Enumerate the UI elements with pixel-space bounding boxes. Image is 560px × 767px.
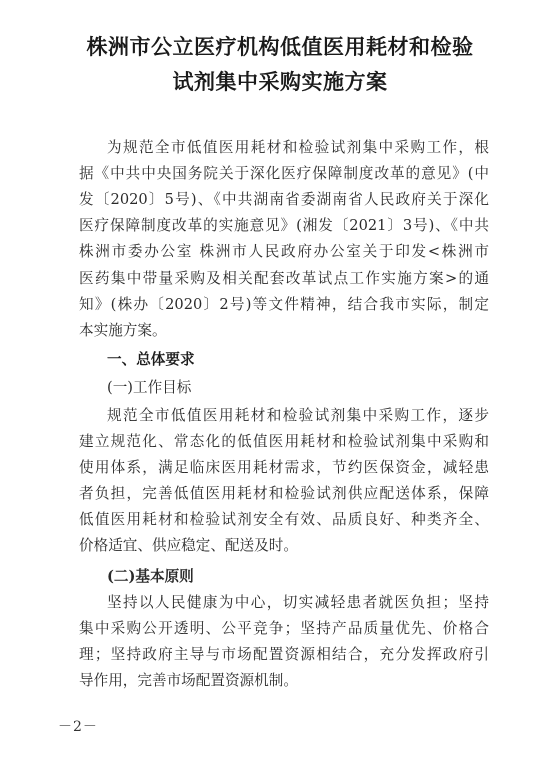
- intro-line: 发〔2020〕5号)、《中共湖南省委湖南省人民政府关于深化: [79, 191, 489, 208]
- paragraph-line: 建立规范化、常态化的低值医用耗材和检验试剂集中采购和: [79, 433, 489, 450]
- paragraph-line: 理；坚持政府主导与市场配置资源相结合，充分发挥政府引: [79, 646, 489, 663]
- paragraph-line: 规范全市低值医用耗材和检验试剂集中采购工作，逐步: [107, 407, 489, 424]
- paragraph-line: 坚持以人民健康为中心，切实减轻患者就医负担；坚持: [107, 594, 489, 611]
- intro-line: 据《中共中央国务院关于深化医疗保障制度改革的意见》(中: [79, 165, 489, 182]
- intro-line: 医药集中带量采购及相关配套改革试点工作实施方案>的通: [79, 270, 489, 287]
- paragraph-line: 价格适宜、供应稳定、配送及时。: [79, 537, 298, 554]
- intro-line: 株洲市委办公室 株洲市人民政府办公室关于印发<株洲市: [79, 243, 489, 260]
- intro-line: 知》(株办〔2020〕2号)等文件精神，结合我市实际，制定: [79, 296, 489, 313]
- section-heading: 一、总体要求: [107, 351, 195, 368]
- subsection-heading: (一)工作目标: [107, 379, 192, 396]
- paragraph-line: 集中采购公开透明、公平竞争；坚持产品质量优先、价格合: [79, 620, 489, 637]
- paragraph-line: 者负担，完善低值医用耗材和检验试剂供应配送体系，保障: [79, 485, 489, 502]
- document-title-line-1: 株洲市公立医疗机构低值医用耗材和检验: [86, 35, 474, 59]
- intro-line: 本实施方案。: [79, 322, 167, 339]
- paragraph-line: 低值医用耗材和检验试剂安全有效、品质良好、种类齐全、: [79, 511, 489, 528]
- page-number: －2－: [58, 719, 98, 735]
- document-title-line-2: 试剂集中采购实施方案: [172, 70, 388, 94]
- subsection-heading: (二)基本原则: [107, 568, 194, 585]
- paragraph-line: 使用体系，满足临床医用耗材需求，节约医保资金，减轻患: [79, 459, 489, 476]
- paragraph-line: 导作用，完善市场配置资源机制。: [79, 672, 298, 689]
- intro-line: 医疗保障制度改革的实施意见》(湘发〔2021〕3号)、《中共: [79, 217, 489, 234]
- intro-line: 为规范全市低值医用耗材和检验试剂集中采购工作，根: [107, 139, 489, 156]
